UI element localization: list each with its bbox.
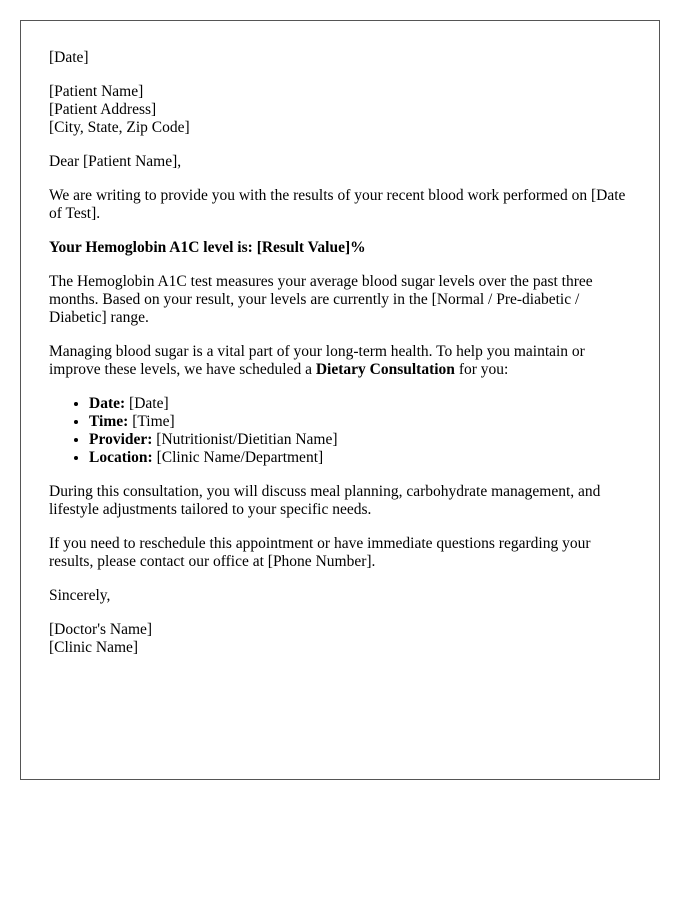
appointment-details-list bbox=[49, 395, 631, 467]
recipient-block bbox=[49, 83, 631, 137]
consultation-name: Dietary Consultation bbox=[315, 361, 455, 378]
consultation-paragraph bbox=[49, 343, 631, 379]
result-value: [Result Value]% bbox=[256, 239, 366, 256]
appointment-label: Location: bbox=[89, 449, 153, 466]
appointment-label: Provider: bbox=[89, 431, 153, 448]
signature-doctor-name: [Doctor's Name] bbox=[49, 621, 153, 638]
consultation-intro-before: Managing blood sugar is a vital part of your long-term health. To help you maintain or improve these levels, we have scheduled a bbox=[49, 343, 585, 378]
appointment-value: [Clinic Name/Department] bbox=[156, 449, 324, 466]
result-label: Your Hemoglobin A1C level is: bbox=[49, 239, 253, 256]
closing: Sincerely, bbox=[49, 587, 111, 604]
appointment-value: [Time] bbox=[132, 413, 175, 430]
consultation-intro-after: for you: bbox=[458, 361, 509, 378]
appointment-value: [Date] bbox=[129, 395, 169, 412]
signature-clinic-name: [Clinic Name] bbox=[49, 639, 139, 656]
intro-paragraph: We are writing to provide you with the results of your recent blood work performed on [Date of Test]. bbox=[49, 187, 626, 222]
letter-date: [Date] bbox=[49, 49, 89, 66]
explanation-paragraph: The Hemoglobin A1C test measures your average blood sugar levels over the past three months. Based on your result, your levels are currently in the [Normal / Pre-diabetic / Diabetic] range. bbox=[49, 273, 593, 326]
recipient-city-state-zip: [City, State, Zip Code] bbox=[49, 119, 190, 136]
appointment-label: Date: bbox=[89, 395, 126, 412]
recipient-name: [Patient Name] bbox=[49, 83, 144, 100]
salutation: Dear [Patient Name], bbox=[49, 153, 182, 170]
signature-block bbox=[49, 621, 631, 657]
letter-page bbox=[20, 20, 660, 780]
appointment-value: [Nutritionist/Dietitian Name] bbox=[156, 431, 338, 448]
appointment-item-location bbox=[89, 449, 631, 467]
recipient-address: [Patient Address] bbox=[49, 101, 157, 118]
appointment-label: Time: bbox=[89, 413, 129, 430]
result-line bbox=[49, 239, 631, 257]
contact-paragraph: If you need to reschedule this appointment or have immediate questions regarding your results, please contact our office at [Phone Number]. bbox=[49, 535, 591, 570]
appointment-item-provider bbox=[89, 431, 631, 449]
appointment-item-time bbox=[89, 413, 631, 431]
appointment-item-date bbox=[89, 395, 631, 413]
consultation-details-paragraph: During this consultation, you will discuss meal planning, carbohydrate management, and lifestyle adjustments tailored to your specific needs. bbox=[49, 483, 601, 518]
